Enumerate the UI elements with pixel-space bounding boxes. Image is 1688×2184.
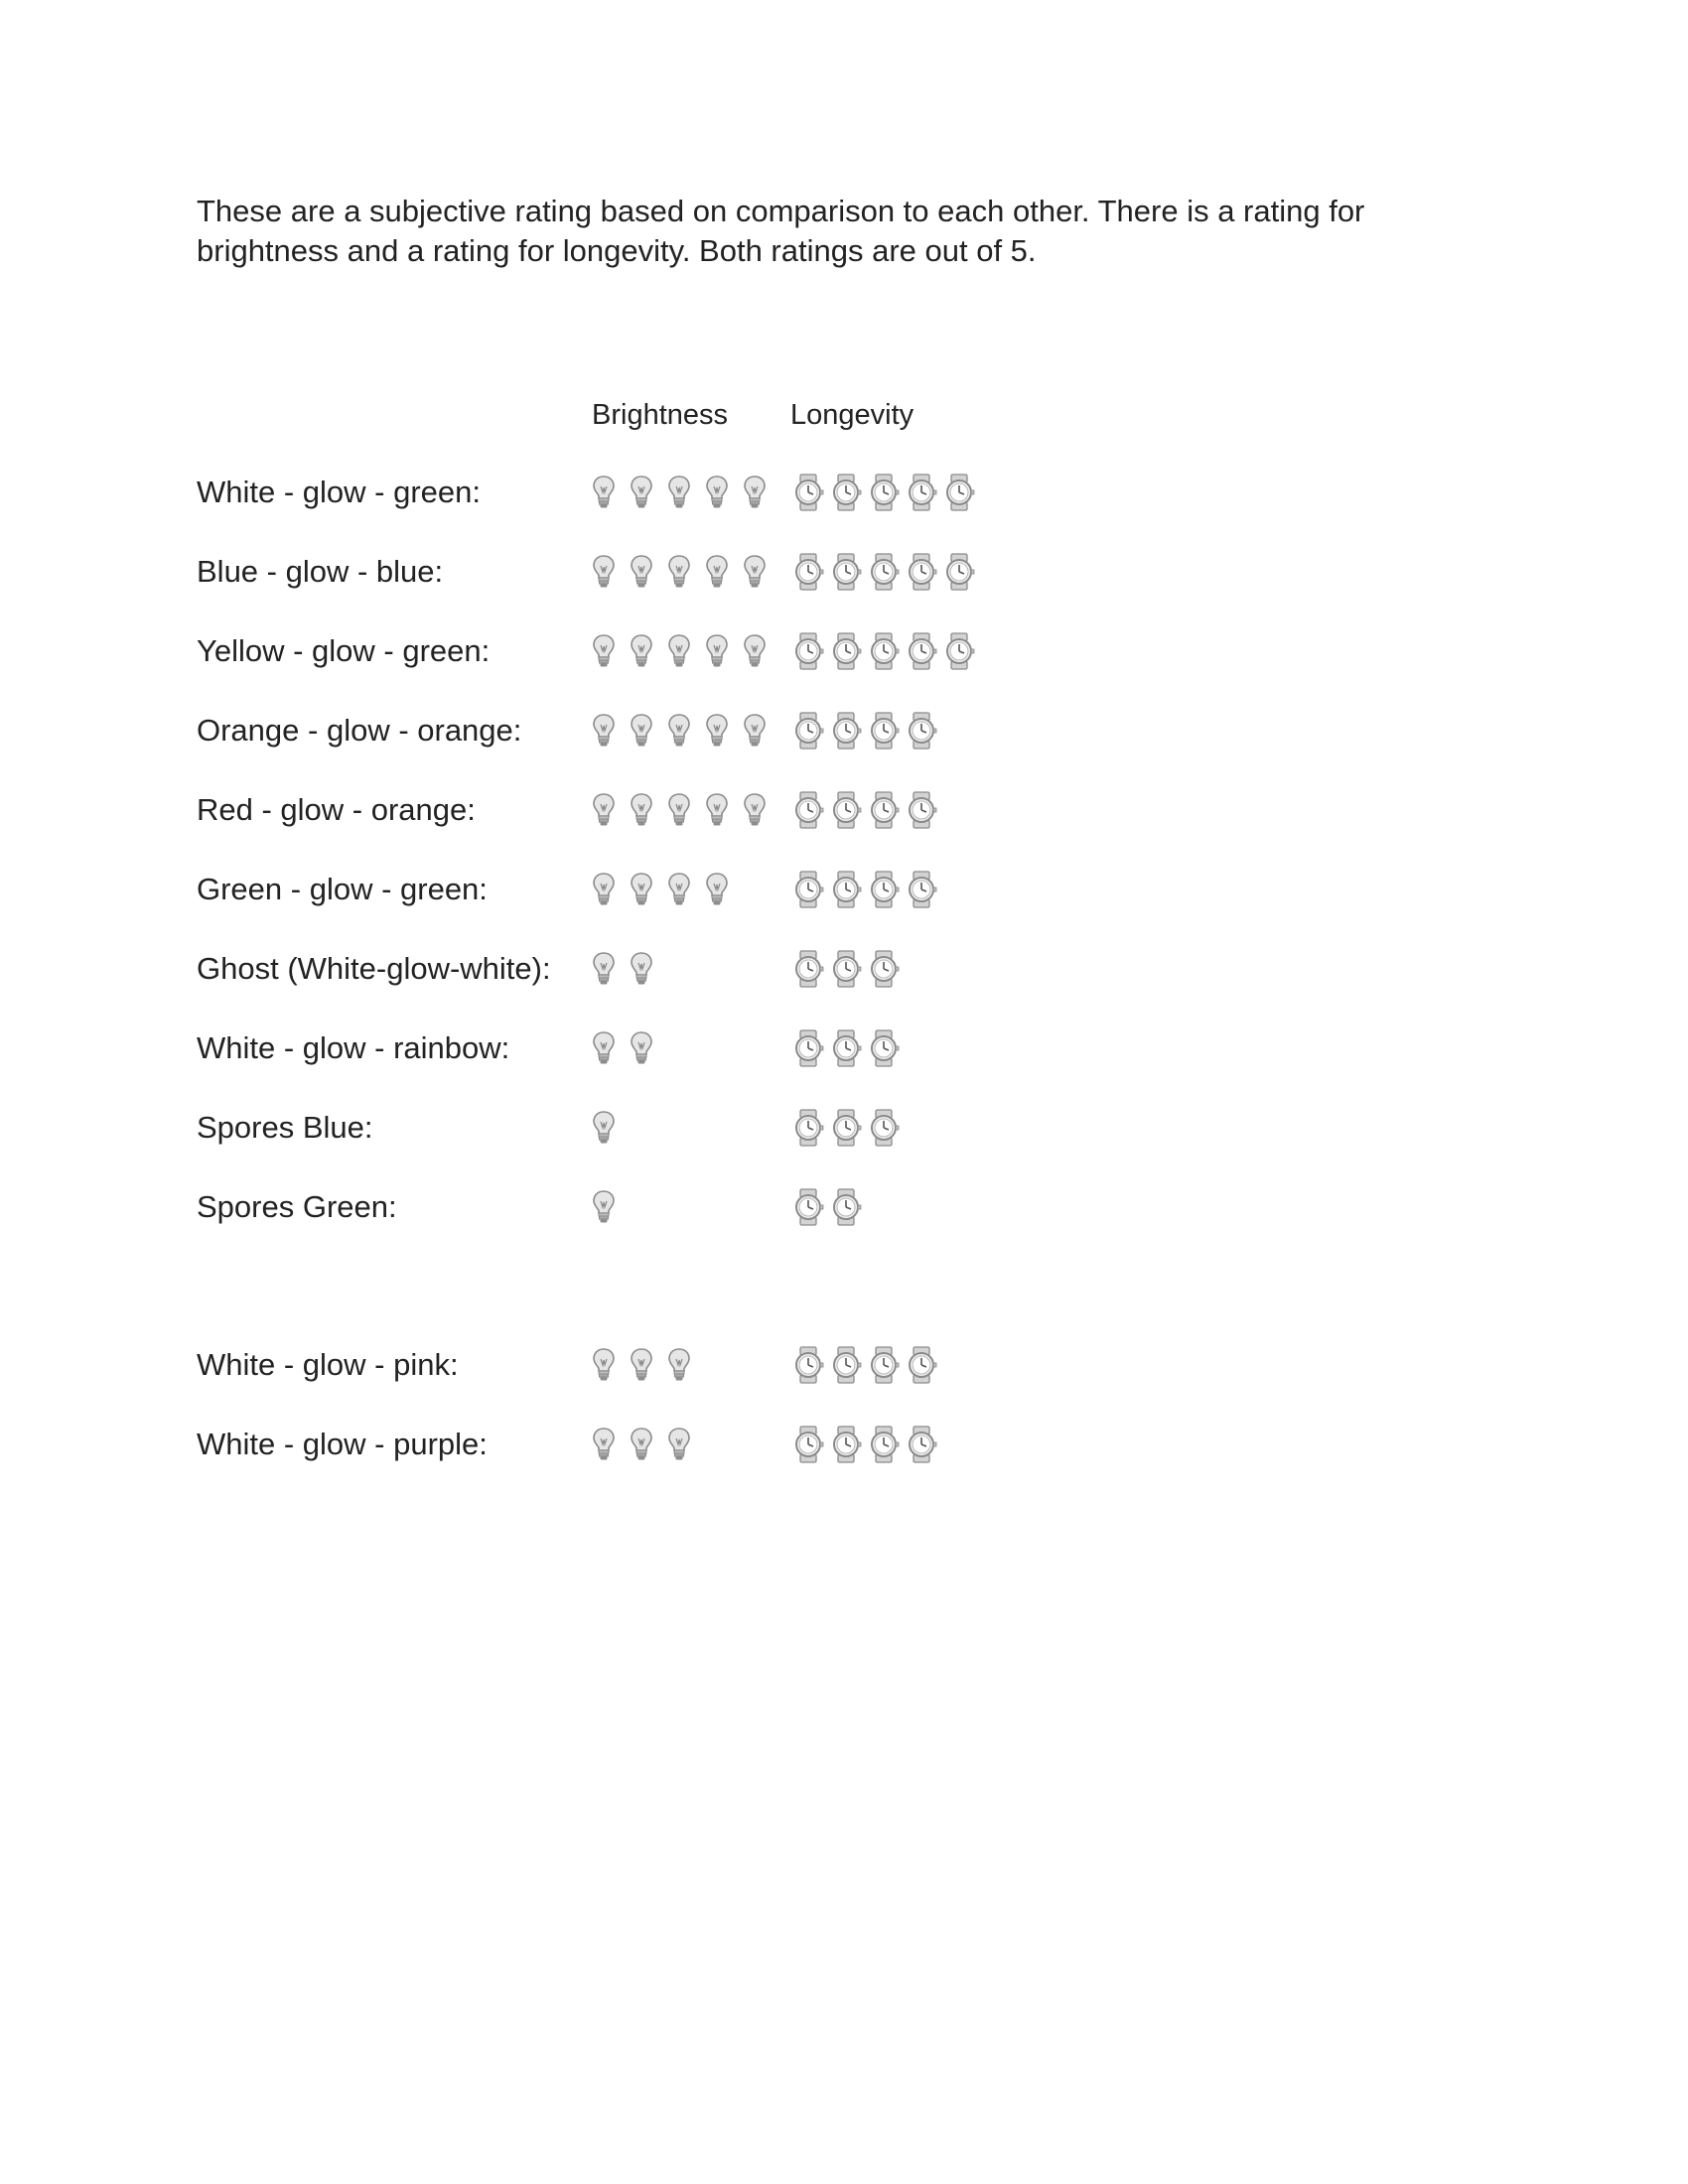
watch-icon bbox=[792, 1106, 830, 1150]
longevity-rating bbox=[792, 785, 943, 835]
watch-icon bbox=[792, 471, 830, 514]
watch-icon bbox=[868, 629, 906, 673]
rating-row-label: Yellow - glow - green: bbox=[197, 633, 491, 668]
longevity-rating bbox=[792, 1340, 943, 1390]
rating-row bbox=[197, 785, 1190, 835]
watch-icon bbox=[868, 868, 906, 911]
watch-icon bbox=[906, 1343, 943, 1387]
intro-line-1: These are a subjective rating based on comparison to each other. There is a rating for bbox=[197, 194, 1365, 228]
rating-row-label: White - glow - rainbow: bbox=[197, 1030, 510, 1065]
light-bulb-icon bbox=[630, 1343, 667, 1387]
brightness-rating bbox=[592, 944, 667, 994]
watch-icon bbox=[830, 1106, 868, 1150]
light-bulb-icon bbox=[667, 709, 705, 752]
watch-icon bbox=[792, 1343, 830, 1387]
watch-icon bbox=[943, 550, 981, 594]
watch-icon bbox=[830, 868, 868, 911]
light-bulb-icon bbox=[592, 709, 630, 752]
watch-icon bbox=[906, 471, 943, 514]
light-bulb-icon bbox=[667, 550, 705, 594]
watch-icon bbox=[792, 1185, 830, 1229]
watch-icon bbox=[868, 1343, 906, 1387]
brightness-column-header: Brightness bbox=[592, 399, 729, 431]
watch-icon bbox=[906, 788, 943, 832]
light-bulb-icon bbox=[592, 1185, 630, 1229]
watch-icon bbox=[830, 1423, 868, 1466]
light-bulb-icon bbox=[592, 1026, 630, 1070]
watch-icon bbox=[792, 550, 830, 594]
watch-icon bbox=[792, 788, 830, 832]
light-bulb-icon bbox=[630, 1026, 667, 1070]
rating-row bbox=[197, 1024, 1190, 1073]
watch-icon bbox=[792, 1026, 830, 1070]
light-bulb-icon bbox=[667, 1423, 705, 1466]
light-bulb-icon bbox=[667, 788, 705, 832]
longevity-rating bbox=[792, 468, 981, 517]
light-bulb-icon bbox=[667, 1343, 705, 1387]
watch-icon bbox=[830, 709, 868, 752]
light-bulb-icon bbox=[630, 788, 667, 832]
watch-icon bbox=[830, 471, 868, 514]
rating-row-label: White - glow - purple: bbox=[197, 1427, 488, 1461]
light-bulb-icon bbox=[667, 471, 705, 514]
rating-row bbox=[197, 1103, 1190, 1153]
light-bulb-icon bbox=[743, 550, 780, 594]
longevity-rating bbox=[792, 547, 981, 597]
rating-row bbox=[197, 944, 1190, 994]
watch-icon bbox=[868, 1423, 906, 1466]
watch-icon bbox=[792, 1423, 830, 1466]
rating-row-label: Blue - glow - blue: bbox=[197, 554, 444, 589]
light-bulb-icon bbox=[592, 947, 630, 991]
brightness-rating bbox=[592, 1420, 705, 1469]
watch-icon bbox=[868, 550, 906, 594]
watch-icon bbox=[906, 629, 943, 673]
light-bulb-icon bbox=[667, 868, 705, 911]
light-bulb-icon bbox=[630, 709, 667, 752]
light-bulb-icon bbox=[705, 550, 743, 594]
watch-icon bbox=[830, 550, 868, 594]
watch-icon bbox=[943, 471, 981, 514]
watch-icon bbox=[792, 629, 830, 673]
rating-row-label: Red - glow - orange: bbox=[197, 792, 476, 827]
rating-row-label: White - glow - green: bbox=[197, 475, 481, 509]
light-bulb-icon bbox=[592, 868, 630, 911]
watch-icon bbox=[868, 471, 906, 514]
watch-icon bbox=[830, 1026, 868, 1070]
intro-line-2: brightness and a rating for longevity. Both ratings are out of 5. bbox=[197, 233, 1037, 268]
rating-row-label: White - glow - pink: bbox=[197, 1347, 459, 1382]
brightness-rating bbox=[592, 1182, 630, 1232]
brightness-rating bbox=[592, 1024, 667, 1073]
watch-icon bbox=[906, 550, 943, 594]
light-bulb-icon bbox=[705, 471, 743, 514]
brightness-rating bbox=[592, 1103, 630, 1153]
light-bulb-icon bbox=[592, 550, 630, 594]
watch-icon bbox=[830, 788, 868, 832]
rating-row-label: Spores Green: bbox=[197, 1189, 397, 1224]
longevity-column-header: Longevity bbox=[790, 399, 914, 431]
light-bulb-icon bbox=[592, 471, 630, 514]
watch-icon bbox=[868, 788, 906, 832]
watch-icon bbox=[868, 1106, 906, 1150]
brightness-rating bbox=[592, 1340, 705, 1390]
rating-row-label: Ghost (White-glow-white): bbox=[197, 951, 551, 986]
watch-icon bbox=[792, 709, 830, 752]
light-bulb-icon bbox=[705, 709, 743, 752]
light-bulb-icon bbox=[743, 709, 780, 752]
watch-icon bbox=[830, 947, 868, 991]
rating-row bbox=[197, 468, 1190, 517]
watch-icon bbox=[830, 629, 868, 673]
longevity-rating bbox=[792, 706, 943, 755]
longevity-rating bbox=[792, 1420, 943, 1469]
light-bulb-icon bbox=[705, 629, 743, 673]
watch-icon bbox=[830, 1343, 868, 1387]
brightness-rating bbox=[592, 706, 780, 755]
longevity-rating bbox=[792, 1103, 906, 1153]
watch-icon bbox=[868, 1026, 906, 1070]
intro-paragraph bbox=[197, 192, 1448, 271]
rating-row bbox=[197, 626, 1190, 676]
longevity-rating bbox=[792, 1024, 906, 1073]
light-bulb-icon bbox=[630, 550, 667, 594]
brightness-rating bbox=[592, 626, 780, 676]
brightness-rating bbox=[592, 547, 780, 597]
rating-row bbox=[197, 1420, 1190, 1469]
rating-row bbox=[197, 706, 1190, 755]
rating-row bbox=[197, 865, 1190, 914]
rating-row-label: Orange - glow - orange: bbox=[197, 713, 522, 748]
light-bulb-icon bbox=[592, 1343, 630, 1387]
light-bulb-icon bbox=[705, 788, 743, 832]
rating-row bbox=[197, 1182, 1190, 1232]
light-bulb-icon bbox=[630, 629, 667, 673]
watch-icon bbox=[906, 868, 943, 911]
light-bulb-icon bbox=[743, 629, 780, 673]
longevity-rating bbox=[792, 944, 906, 994]
light-bulb-icon bbox=[630, 1423, 667, 1466]
light-bulb-icon bbox=[667, 629, 705, 673]
light-bulb-icon bbox=[592, 1106, 630, 1150]
light-bulb-icon bbox=[630, 868, 667, 911]
longevity-rating bbox=[792, 626, 981, 676]
watch-icon bbox=[906, 1423, 943, 1466]
rating-row bbox=[197, 547, 1190, 597]
watch-icon bbox=[868, 947, 906, 991]
brightness-rating bbox=[592, 865, 743, 914]
rating-row-label: Spores Blue: bbox=[197, 1110, 373, 1145]
light-bulb-icon bbox=[592, 788, 630, 832]
light-bulb-icon bbox=[743, 788, 780, 832]
longevity-rating bbox=[792, 1182, 868, 1232]
watch-icon bbox=[792, 947, 830, 991]
brightness-rating bbox=[592, 468, 780, 517]
watch-icon bbox=[830, 1185, 868, 1229]
watch-icon bbox=[868, 709, 906, 752]
light-bulb-icon bbox=[592, 1423, 630, 1466]
watch-icon bbox=[792, 868, 830, 911]
light-bulb-icon bbox=[630, 471, 667, 514]
watch-icon bbox=[943, 629, 981, 673]
brightness-rating bbox=[592, 785, 780, 835]
light-bulb-icon bbox=[592, 629, 630, 673]
light-bulb-icon bbox=[630, 947, 667, 991]
light-bulb-icon bbox=[743, 471, 780, 514]
watch-icon bbox=[906, 709, 943, 752]
longevity-rating bbox=[792, 865, 943, 914]
rating-row bbox=[197, 1340, 1190, 1390]
light-bulb-icon bbox=[705, 868, 743, 911]
rating-row-label: Green - glow - green: bbox=[197, 872, 488, 906]
